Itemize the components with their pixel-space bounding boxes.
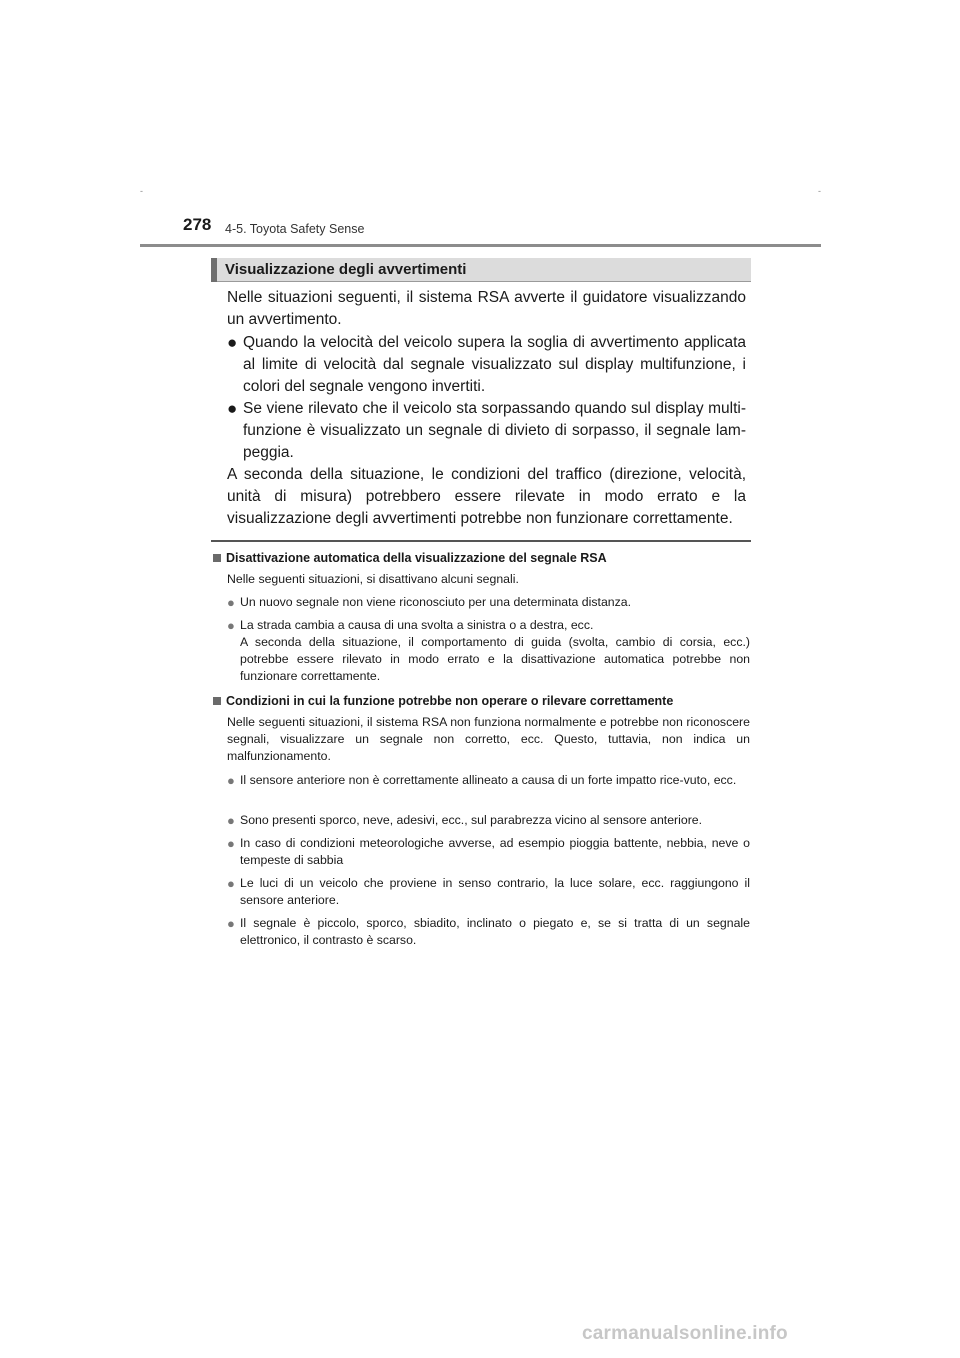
header-rule <box>140 244 821 247</box>
note-bullet-text: Sono presenti sporco, neve, adesivi, ecc., sul parabrezza vicino al sensore anteriore. <box>240 813 703 827</box>
note-heading-2: Condizioni in cui la funzione potrebbe non operare o rilevare correttamente <box>213 693 673 710</box>
bullet-dot-icon: ● <box>227 595 235 610</box>
section-breadcrumb: 4-5. Toyota Safety Sense <box>225 222 365 236</box>
note-1-bullet-2 <box>227 617 750 685</box>
bullet-dot-icon: ● <box>227 836 235 851</box>
note-2-bullet-1 <box>227 772 750 789</box>
main-bullet-2 <box>227 398 746 464</box>
crop-mark-right: - <box>818 186 821 196</box>
bullet-dot-icon: ● <box>227 618 235 633</box>
note-bullet-text: La strada cambia a causa di una svolta a sinistra o a destra, ecc. <box>240 618 594 632</box>
note-bullet-text: Le luci di un veicolo che proviene in senso contrario, la luce solare, ecc. raggiungono il sensore anteriore. <box>240 876 750 907</box>
note-bullet-extra: A seconda della situazione, il comportamento di guida (svolta, cambio di corsia, ecc.) potrebbe essere rilevato in modo errato e la disattivazione automatica potrebbe non funzionare correttamente. <box>240 635 750 683</box>
note-2-bullet-2 <box>227 812 750 829</box>
square-bullet-icon <box>213 697 221 705</box>
bullet-dot-icon: ● <box>227 333 238 352</box>
bullet-dot-icon: ● <box>227 773 235 788</box>
main-intro: Nelle situazioni seguenti, il sistema RSA avverte il guidatore visualizzando un avvertimento. <box>227 289 746 328</box>
bullet-dot-icon: ● <box>227 876 235 891</box>
bullet-dot-icon: ● <box>227 399 238 418</box>
section-title-accent <box>211 258 217 282</box>
main-bullet-text: Quando la velocità del veicolo supera la soglia di avvertimento applicata al limite di velocità dal segnale visualizzato sul display multifunzione, i colori del segnale vengono invertiti. <box>243 334 746 395</box>
crop-mark-left: - <box>140 186 143 196</box>
main-closing: A seconda della situazione, le condizioni del traffico (direzione, velocità, unità di misura) potrebbero essere rilevate in modo errato e la visualizzazione degli avvertimenti potrebbe non funzionare correttamente. <box>227 466 746 527</box>
watermark: carmanualsonline.info <box>582 1323 788 1344</box>
note-2-intro: Nelle seguenti situazioni, il sistema RSA non funziona normalmente e potrebbe non riconoscere segnali, visualizzare un segnale non corretto, ecc. Questo, tuttavia, non indica un malfunzionamento. <box>227 715 750 763</box>
note-2-bullet-4 <box>227 875 750 909</box>
note-bullet-text: Il segnale è piccolo, sporco, sbiadito, inclinato o piegato e, se si tratta di un segnale elettronico, il contrasto è scarso. <box>240 916 750 947</box>
notes-divider <box>211 540 751 542</box>
main-bullet-text: Se viene rilevato che il veicolo sta sorpassando quando sul display multi-funzione è visualizzato un segnale di divieto di sorpasso, il segnale lam-peggia. <box>243 400 746 461</box>
note-bullet-text: In caso di condizioni meteorologiche avverse, ad esempio pioggia battente, nebbia, neve o tempeste di sabbia <box>240 836 750 867</box>
main-bullet-1 <box>227 332 746 398</box>
page-number: 278 <box>183 215 212 234</box>
square-bullet-icon <box>213 554 221 562</box>
note-heading-1: Disattivazione automatica della visualizzazione del segnale RSA <box>213 550 607 567</box>
note-bullet-text: Un nuovo segnale non viene riconosciuto per una determinata distanza. <box>240 595 632 609</box>
bullet-dot-icon: ● <box>227 916 235 931</box>
bullet-dot-icon: ● <box>227 813 235 828</box>
section-title-box <box>211 258 751 282</box>
section-title: Visualizzazione degli avvertimenti <box>225 261 467 278</box>
note-2-bullet-3 <box>227 835 750 869</box>
note-1-intro: Nelle seguenti situazioni, si disattivano alcuni segnali. <box>227 572 519 586</box>
note-bullet-text: Il sensore anteriore non è correttamente allineato a causa di un forte impatto rice-vuto, ecc. <box>240 773 737 787</box>
note-1-bullet-1 <box>227 594 750 611</box>
note-2-bullet-5 <box>227 915 750 949</box>
